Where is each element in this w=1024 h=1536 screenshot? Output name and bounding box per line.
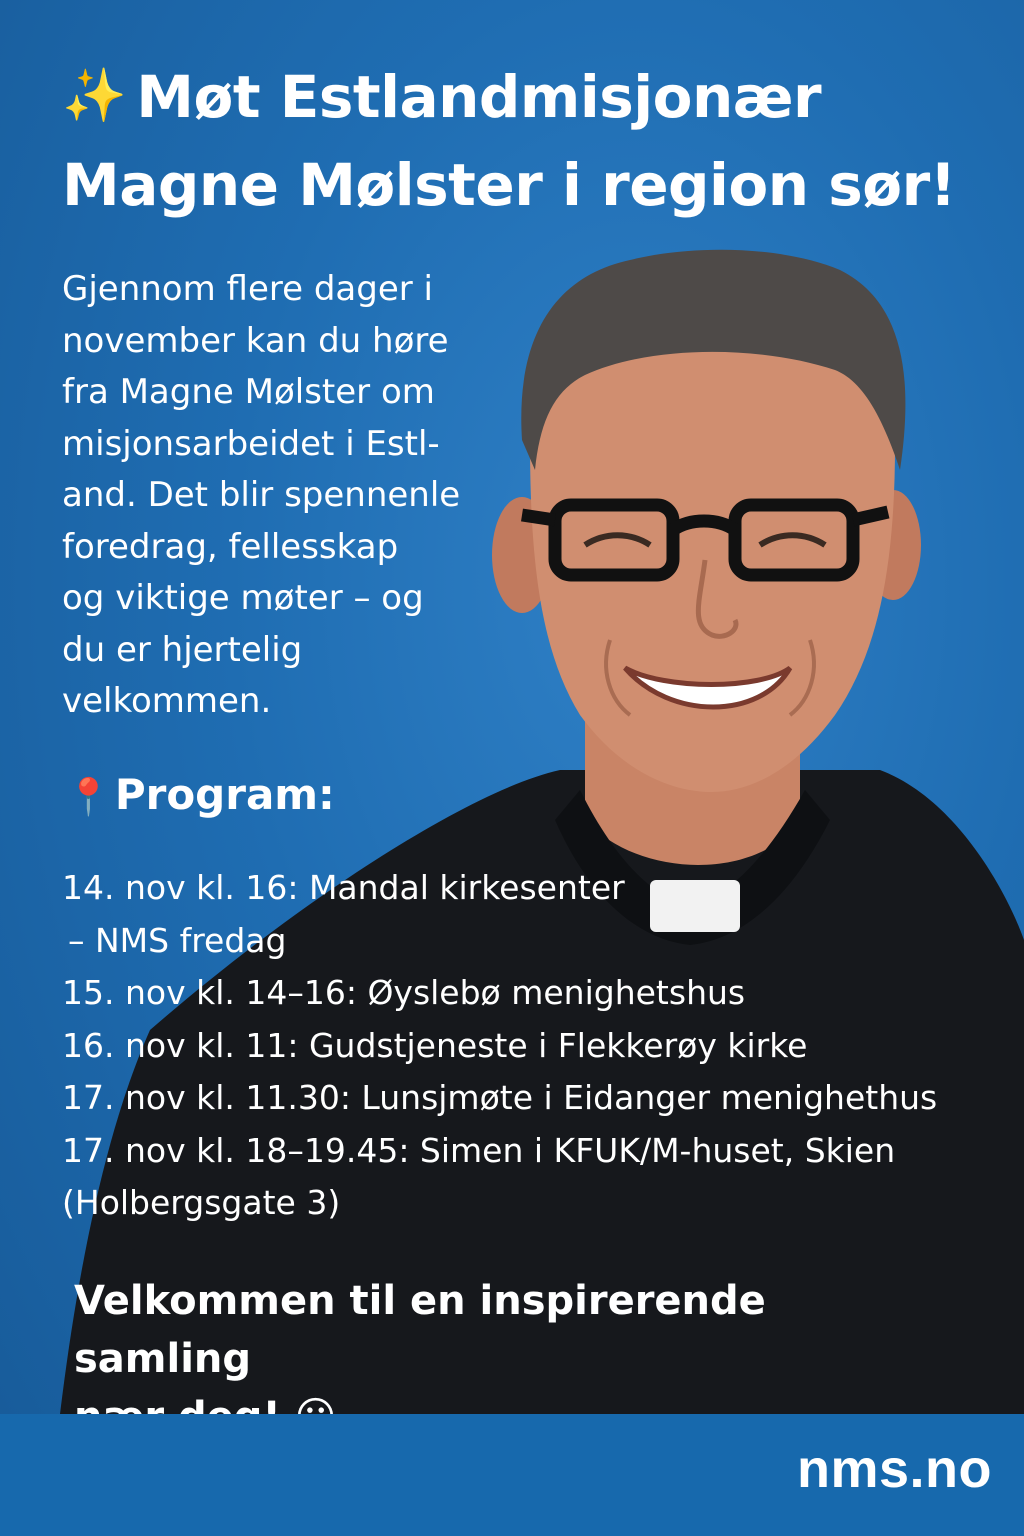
intro-line: and. Det blir spennenle [62,475,461,515]
intro-line: Gjennom flere dager i [62,269,433,309]
program-item-subline: (Holbergsgate 3) [62,1183,341,1222]
intro-line: fra Magne Mølster om [62,372,435,412]
intro-line: misjonsarbeidet i Estl- [62,423,440,464]
poster-title [62,52,1002,229]
program-item: 17. nov kl. 11.30: Lunsjmøte i Eidanger menighethus [62,1078,938,1117]
title-line-1: Møt Estlandmisjonær [136,63,822,131]
footer-bar [0,1414,1024,1536]
intro-line: november kan du høre [62,320,449,361]
intro-line: velkommen. [62,681,272,721]
program-list [62,862,992,1230]
program-item: 16. nov kl. 11: Gudstjeneste i Flekkerøy kirke [62,1025,808,1065]
title-line-2: Magne Mølster i region sør! [62,151,956,219]
program-item: 17. nov kl. 18–19.45: Simen i KFUK/M-huset, Skien [62,1130,896,1170]
intro-text [62,264,502,728]
closing-line-1: Velkommen til en inspirerende samling [74,1278,766,1382]
intro-line: foredrag, fellesskap [62,526,399,567]
program-item-subline: – NMS fredag [68,920,287,960]
program-heading-label: Program: [114,770,335,819]
sparkles-icon: ✨ [62,66,127,126]
intro-line: og viktige møter – og [62,578,424,618]
program-item: 14. nov kl. 16: Mandal kirkesenter [62,868,625,907]
program-heading [66,770,335,819]
program-item: 15. nov kl. 14–16: Øyslebø menighetshus [62,973,746,1012]
brand-link[interactable]: nms.no [796,1439,992,1499]
round-pushpin-icon: 📍 [66,777,111,818]
intro-line: du er hjertelig [62,629,303,670]
